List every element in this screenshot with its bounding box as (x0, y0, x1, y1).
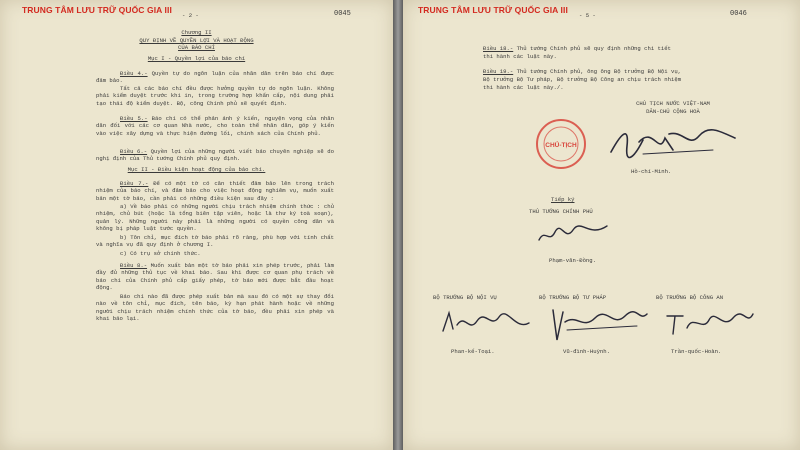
section-1-title: Mục I - Quyền lợi của báo chí (147, 55, 246, 62)
article-19-line-3: thi hành các luật này./. (483, 84, 564, 91)
president-signature-icon (603, 120, 743, 166)
minister-1-name: Phan-kế-Toại. (451, 348, 495, 355)
chapter-title-line-2: CỦA BÁO CHÍ (178, 44, 215, 51)
minister-2-signature-icon (543, 300, 653, 346)
president-title: CHỦ TỊCH NƯỚC VIỆT-NAM (636, 100, 710, 107)
minister-2-name: Vũ-đình-Huỳnh. (563, 348, 610, 355)
article-8-paragraph-2: Báo chí nào đã được phép xuất bản mà sau đó có một sự thay đổi nào về tôn chỉ, mục đích, tên báo, kỳ hạn phát hành hoặc về những người chịu trách nhiệm chính thức của tờ báo, đều phải xin phép và khai báo lại. (96, 293, 334, 322)
president-name: Hồ-chí-Minh. (631, 168, 672, 175)
article-18-line-1 (483, 45, 671, 52)
right-document-page (403, 0, 800, 450)
article-7-item-c: c) Có trụ sở chính thức. (120, 250, 201, 257)
archive-watermark-left: TRUNG TÂM LƯU TRỮ QUỐC GIA III (22, 5, 172, 15)
article-8-label: Điều 8.- (120, 262, 148, 269)
page-number-right: - 5 - (579, 12, 596, 19)
article-4 (96, 70, 334, 85)
chapter-title-line-1: QUY ĐỊNH VỀ QUYỀN LỢI VÀ HOẠT ĐỘNG (139, 37, 254, 44)
article-18-line-2: thi hành các luật này. (483, 53, 557, 60)
chapter-heading: Chương II (181, 29, 212, 36)
minister-3-signature-icon (659, 302, 759, 342)
article-19-line-1 (483, 68, 681, 75)
article-6 (96, 148, 334, 163)
article-18-label: Điều 18.- (483, 45, 514, 52)
article-4-paragraph-2: Tất cả các báo chí đều được hưởng quyền tự do ngôn luận. Không phải kiểm duyệt trước khi in, trong trường hợp khẩn cấp, nội dung phải tạo thái độ kiểm duyệt. Bộ, công Chính phủ sẽ quyết định. (96, 85, 334, 107)
book-gutter (393, 0, 403, 450)
minister-3-title: BỘ TRƯỞNG BỘ CÔNG AN (656, 294, 724, 301)
article-4-text: Quyền tự do ngôn luận của nhân dân trên báo chí được đảm bảo. (96, 70, 335, 85)
countersign-label: Tiếp ký (551, 196, 575, 203)
pm-name: Phạm-văn-Đồng. (549, 257, 596, 264)
page-number-left: - 2 - (182, 12, 199, 19)
archive-watermark-right: TRUNG TÂM LƯU TRỮ QUỐC GIA III (418, 5, 568, 15)
article-6-label: Điều 6.- (120, 148, 148, 155)
article-5-label: Điều 5.- (120, 115, 148, 122)
president-red-seal (535, 118, 587, 170)
article-4-label: Điều 4.- (120, 70, 148, 77)
article-7-item-a: a) Về báo phải có những người chịu trách nhiệm chính thức : chủ nhiệm, chủ bút (hoặc là tổng biên tập viên, hoặc là thư ký toà soạn), quản lý. Những người này phải là những người có quyền công dân và không bị pháp luật tước quyền. (96, 203, 334, 232)
minister-1-title: BỘ TRƯỞNG BỘ NỘI VỤ (433, 294, 497, 301)
article-5 (96, 115, 334, 137)
article-7-item-b: b) Tôn chỉ, mục đích tờ báo phải rõ ràng, phù hợp với tính chất và nghĩa vụ đã quy định ở chương I. (96, 234, 334, 249)
folio-number-left: 0045 (334, 10, 351, 18)
article-19-line-2: Bộ trưởng Bộ Tư pháp, Bộ trưởng Bộ Công an chịu trách nhiệm (483, 76, 682, 83)
article-19-label: Điều 19.- (483, 68, 514, 75)
article-18-text-1: Thủ tướng Chính phủ sẽ quy định những chi tiết (516, 45, 671, 52)
article-6-text: Quyền lợi của những người viết báo chuyên nghiệp sẽ do nghị định của Thủ tướng Chính phủ quy định. (96, 148, 335, 163)
article-5-text: Báo chí có thể phản ánh ý kiến, nguyện vọng của nhân dân đối với các cơ quan Nhà nước, cho toàn thể nhân dân, góp ý kiến vào việc xây dựng và thực hiện đường lối, chính sách của Chính phủ. (96, 115, 335, 137)
republic-title: DÂN-CHỦ CỘNG HOÀ (646, 108, 700, 115)
article-8-text: Muốn xuất bản một tờ báo phải xin phép trước, phải làm đầy đủ những thủ tục về khai báo. Sau khi được cơ quan phụ trách về báo chí của Chính phủ cấp giấy phép, tờ báo mới được bắt đầu hoạt động. (96, 262, 334, 291)
folio-number-right: 0046 (730, 10, 747, 18)
minister-3-name: Trần-quốc-Hoàn. (671, 348, 722, 355)
article-7-label: Điều 7.- (120, 180, 149, 187)
article-7-text: Để có một tờ có căn thiết đảm bảo lên trong trách nhiệm của báo chí, và đảm bảo cho việc hoạt động nghiêm vụ, muốn xuất bản một tờ báo, cần phải có những điều kiện sau đây : (96, 180, 334, 202)
pm-title: THỦ TƯỚNG CHÍNH PHỦ (529, 208, 593, 215)
minister-1-signature-icon (439, 305, 535, 341)
pm-signature-icon (533, 218, 613, 250)
seal-text: CHỦ-TỊCH (545, 142, 577, 149)
article-8 (96, 262, 334, 291)
minister-2-title: BỘ TRƯỞNG BỘ TƯ PHÁP (539, 294, 607, 301)
left-document-page (0, 0, 393, 450)
article-19-text-1: Thủ tướng Chính phủ, ông ông Bộ trưởng Bộ Nội vụ, (516, 68, 682, 75)
article-7 (96, 180, 334, 202)
section-2-title: Mục II - Điều kiện hoạt động của báo chí. (127, 166, 266, 173)
